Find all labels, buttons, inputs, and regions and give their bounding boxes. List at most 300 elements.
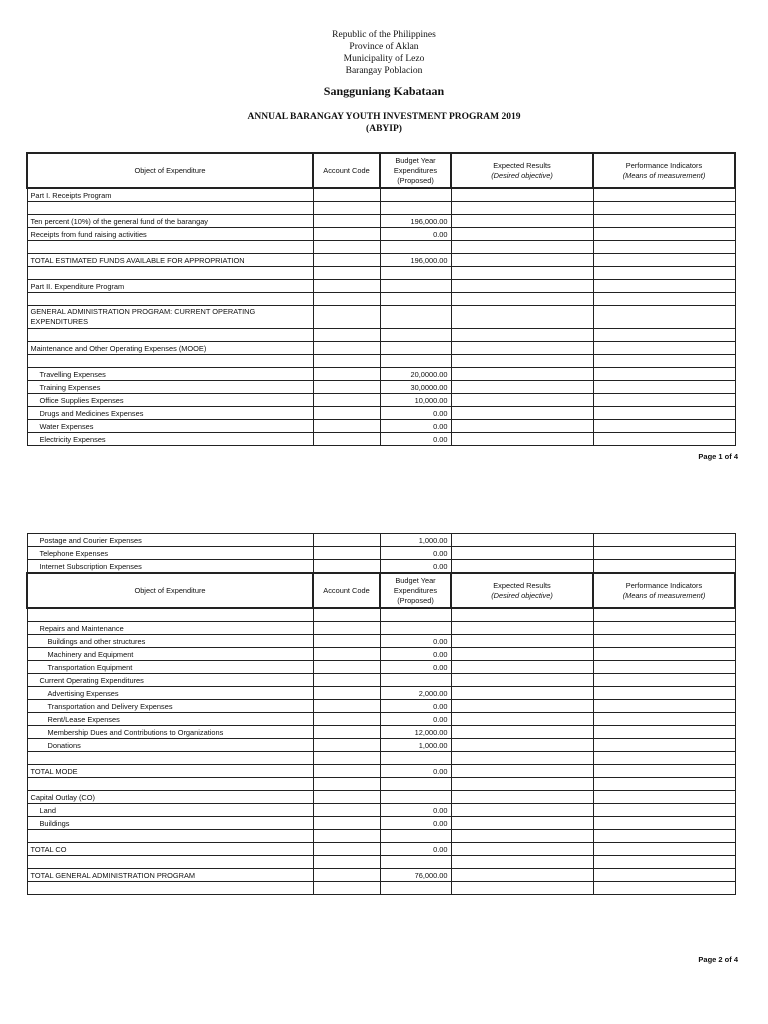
account-code-cell [313,534,380,547]
col-header-results [451,573,593,608]
table-row [27,355,735,368]
expected-results-cell [451,752,593,765]
amount-cell [380,280,451,293]
expenditure-label-cell [27,778,313,791]
amount-cell [380,306,451,329]
document-title: ANNUAL BARANGAY YOUTH INVESTMENT PROGRAM 2019 [247,112,521,122]
expenditure-label-cell [27,830,313,843]
expenditure-label-cell [27,882,313,895]
performance-indicator-cell [593,635,735,648]
amount-cell [380,830,451,843]
table-row [27,306,735,329]
budget-table-page-1 [26,152,736,446]
amount-cell [380,355,451,368]
account-code-cell [313,856,380,869]
performance-indicator-cell [593,726,735,739]
expenditure-label-cell [27,202,313,215]
amount-cell: 0.00 [380,560,451,574]
expected-results-cell [451,202,593,215]
col-header-budget [380,573,451,608]
expenditure-label-cell: TOTAL ESTIMATED FUNDS AVAILABLE FOR APPROPRIATION [27,254,313,267]
col-header-indicators-sub: (Means of measurement) [622,170,706,180]
organization-name: Sangguniang Kabataan [323,84,445,98]
col-header-indicators [593,573,735,608]
account-code-cell [313,306,380,329]
expected-results-cell [451,765,593,778]
header-line-barangay: Barangay Poblacion [345,66,423,76]
expenditure-label-cell [27,329,313,342]
table-row [27,534,735,547]
expected-results-cell [451,648,593,661]
performance-indicator-cell [593,420,735,433]
account-code-cell [313,726,380,739]
header-line-municipality: Municipality of Lezo [343,54,425,64]
expenditure-label-cell [27,355,313,368]
amount-cell: 0.00 [380,433,451,446]
amount-cell: 2,000.00 [380,687,451,700]
expenditure-label-cell: Maintenance and Other Operating Expenses (MOOE) [27,342,313,355]
amount-cell [380,882,451,895]
performance-indicator-cell [593,215,735,228]
amount-cell: 0.00 [380,713,451,726]
amount-cell: 20,0000.00 [380,368,451,381]
performance-indicator-cell [593,381,735,394]
amount-cell [380,293,451,306]
table-row [27,547,735,560]
expected-results-cell [451,267,593,280]
account-code-cell [313,228,380,241]
expenditure-label-cell [27,293,313,306]
amount-cell: 12,000.00 [380,726,451,739]
col-header-results-title: Expected Results [493,160,551,170]
amount-cell: 30,0000.00 [380,381,451,394]
account-code-cell [313,420,380,433]
col-header-indicators [593,153,735,188]
expenditure-label-cell: Training Expenses [27,381,313,394]
performance-indicator-cell [593,267,735,280]
account-code-cell [313,215,380,228]
amount-cell: 76,000.00 [380,869,451,882]
amount-cell [380,188,451,202]
expected-results-cell [451,856,593,869]
account-code-cell [313,765,380,778]
expenditure-label-cell: Rent/Lease Expenses [27,713,313,726]
amount-cell: 196,000.00 [380,254,451,267]
header-line-province: Province of Aklan [349,42,419,52]
table-row [27,856,735,869]
expenditure-label-cell: Electricity Expenses [27,433,313,446]
account-code-cell [313,739,380,752]
budget-table-page-2 [26,533,736,895]
expected-results-cell [451,329,593,342]
account-code-cell [313,368,380,381]
account-code-cell [313,560,380,574]
amount-cell [380,608,451,622]
performance-indicator-cell [593,687,735,700]
performance-indicator-cell [593,293,735,306]
table-row [27,869,735,882]
account-code-cell [313,791,380,804]
amount-cell: 0.00 [380,843,451,856]
performance-indicator-cell [593,869,735,882]
expenditure-label-cell: Part I. Receipts Program [27,188,313,202]
expenditure-label-cell [27,241,313,254]
expected-results-cell [451,726,593,739]
expenditure-label-cell: Internet Subscription Expenses [27,560,313,574]
table-row [27,635,735,648]
expected-results-cell [451,560,593,574]
expected-results-cell [451,778,593,791]
account-code-cell [313,407,380,420]
expenditure-label-cell: Transportation and Delivery Expenses [27,700,313,713]
account-code-cell [313,254,380,267]
table-row [27,342,735,355]
performance-indicator-cell [593,241,735,254]
table-row [27,752,735,765]
amount-cell: 0.00 [380,420,451,433]
performance-indicator-cell [593,661,735,674]
expenditure-label-cell: Receipts from fund raising activities [27,228,313,241]
expected-results-cell [451,228,593,241]
performance-indicator-cell [593,648,735,661]
table-row [27,726,735,739]
expenditure-label-cell: TOTAL MODE [27,765,313,778]
expenditure-label-cell: Capital Outlay (CO) [27,791,313,804]
amount-cell: 196,000.00 [380,215,451,228]
amount-cell [380,674,451,687]
table-row [27,560,735,574]
expenditure-label-cell [27,752,313,765]
expenditure-label-cell: Transportation Equipment [27,661,313,674]
performance-indicator-cell [593,433,735,446]
expected-results-cell [451,713,593,726]
table-row [27,608,735,622]
expenditure-label-cell: Machinery and Equipment [27,648,313,661]
expected-results-cell [451,433,593,446]
account-code-cell [313,433,380,446]
table-row [27,241,735,254]
document-subtitle: (ABYIP) [366,124,402,134]
expected-results-cell [451,420,593,433]
col-header-budget-line-3: (Proposed) [397,175,434,185]
account-code-cell [313,381,380,394]
col-header-results [451,153,593,188]
table-header-row [27,573,735,608]
expected-results-cell [451,804,593,817]
performance-indicator-cell [593,804,735,817]
account-code-cell [313,267,380,280]
expenditure-label-cell: Advertising Expenses [27,687,313,700]
expenditure-label-cell: Travelling Expenses [27,368,313,381]
amount-cell: 0.00 [380,817,451,830]
account-code-cell [313,661,380,674]
account-code-cell [313,202,380,215]
table-row [27,700,735,713]
expected-results-cell [451,869,593,882]
performance-indicator-cell [593,560,735,574]
amount-cell [380,752,451,765]
expected-results-cell [451,739,593,752]
expected-results-cell [451,882,593,895]
table-row [27,394,735,407]
amount-cell: 0.00 [380,661,451,674]
account-code-cell [313,752,380,765]
performance-indicator-cell [593,368,735,381]
expected-results-cell [451,622,593,635]
expenditure-label-cell: Telephone Expenses [27,547,313,560]
col-header-results-sub: (Desired objective) [491,590,553,600]
col-header-budget-line-1: Budget Year [395,155,436,165]
expected-results-cell [451,280,593,293]
expected-results-cell [451,342,593,355]
amount-cell: 0.00 [380,804,451,817]
expected-results-cell [451,843,593,856]
col-header-indicators-sub: (Means of measurement) [622,590,706,600]
amount-cell: 10,000.00 [380,394,451,407]
col-header-budget-line-2: Expenditures [393,585,438,595]
table-row [27,622,735,635]
expenditure-label-cell: TOTAL GENERAL ADMINISTRATION PROGRAM [27,869,313,882]
performance-indicator-cell [593,713,735,726]
account-code-cell [313,608,380,622]
account-code-cell [313,882,380,895]
expected-results-cell [451,635,593,648]
performance-indicator-cell [593,882,735,895]
table-row [27,293,735,306]
performance-indicator-cell [593,817,735,830]
amount-cell [380,267,451,280]
expenditure-label-cell: Buildings [27,817,313,830]
col-header-object: Object of Expenditure [27,153,313,188]
account-code-cell [313,843,380,856]
amount-cell: 0.00 [380,700,451,713]
col-header-account: Account Code [313,573,380,608]
expected-results-cell [451,700,593,713]
expenditure-label-cell: Donations [27,739,313,752]
table-row [27,381,735,394]
performance-indicator-cell [593,674,735,687]
page-number-2: Page 2 of 4 [698,955,738,964]
table-row [27,687,735,700]
performance-indicator-cell [593,608,735,622]
performance-indicator-cell [593,547,735,560]
col-header-results-title: Expected Results [493,580,551,590]
amount-cell [380,856,451,869]
amount-cell [380,329,451,342]
expected-results-cell [451,241,593,254]
expenditure-label-cell: Water Expenses [27,420,313,433]
performance-indicator-cell [593,830,735,843]
expected-results-cell [451,355,593,368]
account-code-cell [313,817,380,830]
performance-indicator-cell [593,254,735,267]
expected-results-cell [451,368,593,381]
amount-cell: 0.00 [380,228,451,241]
table-row [27,368,735,381]
table-row [27,882,735,895]
table-row [27,202,735,215]
performance-indicator-cell [593,791,735,804]
col-header-budget-line-1: Budget Year [395,575,436,585]
table-row [27,830,735,843]
table-row [27,661,735,674]
table-row [27,188,735,202]
col-header-indicators-title: Performance Indicators [625,580,703,590]
amount-cell [380,778,451,791]
amount-cell: 0.00 [380,407,451,420]
amount-cell: 0.00 [380,635,451,648]
expenditure-label-cell: Part II. Expenditure Program [27,280,313,293]
amount-cell: 0.00 [380,765,451,778]
table-row [27,817,735,830]
amount-cell [380,791,451,804]
table-row [27,778,735,791]
account-code-cell [313,622,380,635]
table-row [27,648,735,661]
amount-cell [380,202,451,215]
expected-results-cell [451,293,593,306]
performance-indicator-cell [593,739,735,752]
document-header [0,29,768,135]
table-row [27,254,735,267]
amount-cell: 1,000.00 [380,534,451,547]
expenditure-label-cell [27,267,313,280]
expected-results-cell [451,381,593,394]
expected-results-cell [451,188,593,202]
table-row [27,407,735,420]
table-row [27,228,735,241]
col-header-object: Object of Expenditure [27,573,313,608]
table-row [27,674,735,687]
account-code-cell [313,280,380,293]
expected-results-cell [451,687,593,700]
table-row [27,267,735,280]
performance-indicator-cell [593,856,735,869]
account-code-cell [313,293,380,306]
expenditure-label-cell: Membership Dues and Contributions to Organizations [27,726,313,739]
col-header-budget-line-2: Expenditures [393,165,438,175]
expected-results-cell [451,254,593,267]
table-row [27,804,735,817]
col-header-budget [380,153,451,188]
expenditure-label-cell: Buildings and other structures [27,635,313,648]
expenditure-label-cell: Repairs and Maintenance [27,622,313,635]
performance-indicator-cell [593,394,735,407]
table-row [27,765,735,778]
expected-results-cell [451,817,593,830]
table-row [27,843,735,856]
performance-indicator-cell [593,622,735,635]
amount-cell: 0.00 [380,648,451,661]
col-header-indicators-title: Performance Indicators [625,160,703,170]
account-code-cell [313,635,380,648]
col-header-budget-line-3: (Proposed) [397,595,434,605]
table-row [27,739,735,752]
expenditure-label-cell: Ten percent (10%) of the general fund of the barangay [27,215,313,228]
performance-indicator-cell [593,700,735,713]
performance-indicator-cell [593,306,735,329]
expenditure-label-cell [27,856,313,869]
expenditure-label-cell: Current Operating Expenditures [27,674,313,687]
performance-indicator-cell [593,752,735,765]
table-row [27,329,735,342]
expected-results-cell [451,534,593,547]
table-header-row [27,153,735,188]
account-code-cell [313,869,380,882]
table-row [27,215,735,228]
amount-cell [380,342,451,355]
expected-results-cell [451,830,593,843]
table-row [27,280,735,293]
account-code-cell [313,648,380,661]
performance-indicator-cell [593,534,735,547]
amount-cell: 0.00 [380,547,451,560]
performance-indicator-cell [593,355,735,368]
expenditure-label-cell: Postage and Courier Expenses [27,534,313,547]
expenditure-label-cell: GENERAL ADMINISTRATION PROGRAM: CURRENT OPERATING EXPENDITURES [27,306,313,329]
page-number-1: Page 1 of 4 [698,452,738,461]
performance-indicator-cell [593,202,735,215]
col-header-account: Account Code [313,153,380,188]
account-code-cell [313,342,380,355]
expenditure-label-cell: Office Supplies Expenses [27,394,313,407]
expected-results-cell [451,674,593,687]
performance-indicator-cell [593,342,735,355]
account-code-cell [313,674,380,687]
account-code-cell [313,830,380,843]
account-code-cell [313,804,380,817]
expected-results-cell [451,306,593,329]
performance-indicator-cell [593,329,735,342]
col-header-results-sub: (Desired objective) [491,170,553,180]
performance-indicator-cell [593,228,735,241]
amount-cell [380,241,451,254]
expenditure-label-cell: Land [27,804,313,817]
table-row [27,420,735,433]
expected-results-cell [451,407,593,420]
header-line-country: Republic of the Philippines [332,30,436,40]
amount-cell [380,622,451,635]
expenditure-label-cell [27,608,313,622]
expected-results-cell [451,215,593,228]
expenditure-label-cell: TOTAL CO [27,843,313,856]
performance-indicator-cell [593,765,735,778]
performance-indicator-cell [593,407,735,420]
expected-results-cell [451,661,593,674]
expected-results-cell [451,547,593,560]
table-row [27,791,735,804]
expected-results-cell [451,394,593,407]
performance-indicator-cell [593,280,735,293]
account-code-cell [313,778,380,791]
performance-indicator-cell [593,778,735,791]
account-code-cell [313,188,380,202]
account-code-cell [313,547,380,560]
account-code-cell [313,329,380,342]
account-code-cell [313,394,380,407]
account-code-cell [313,241,380,254]
account-code-cell [313,713,380,726]
expected-results-cell [451,608,593,622]
account-code-cell [313,355,380,368]
expected-results-cell [451,791,593,804]
performance-indicator-cell [593,188,735,202]
expenditure-label-cell: Drugs and Medicines Expenses [27,407,313,420]
account-code-cell [313,687,380,700]
table-row [27,433,735,446]
performance-indicator-cell [593,843,735,856]
account-code-cell [313,700,380,713]
